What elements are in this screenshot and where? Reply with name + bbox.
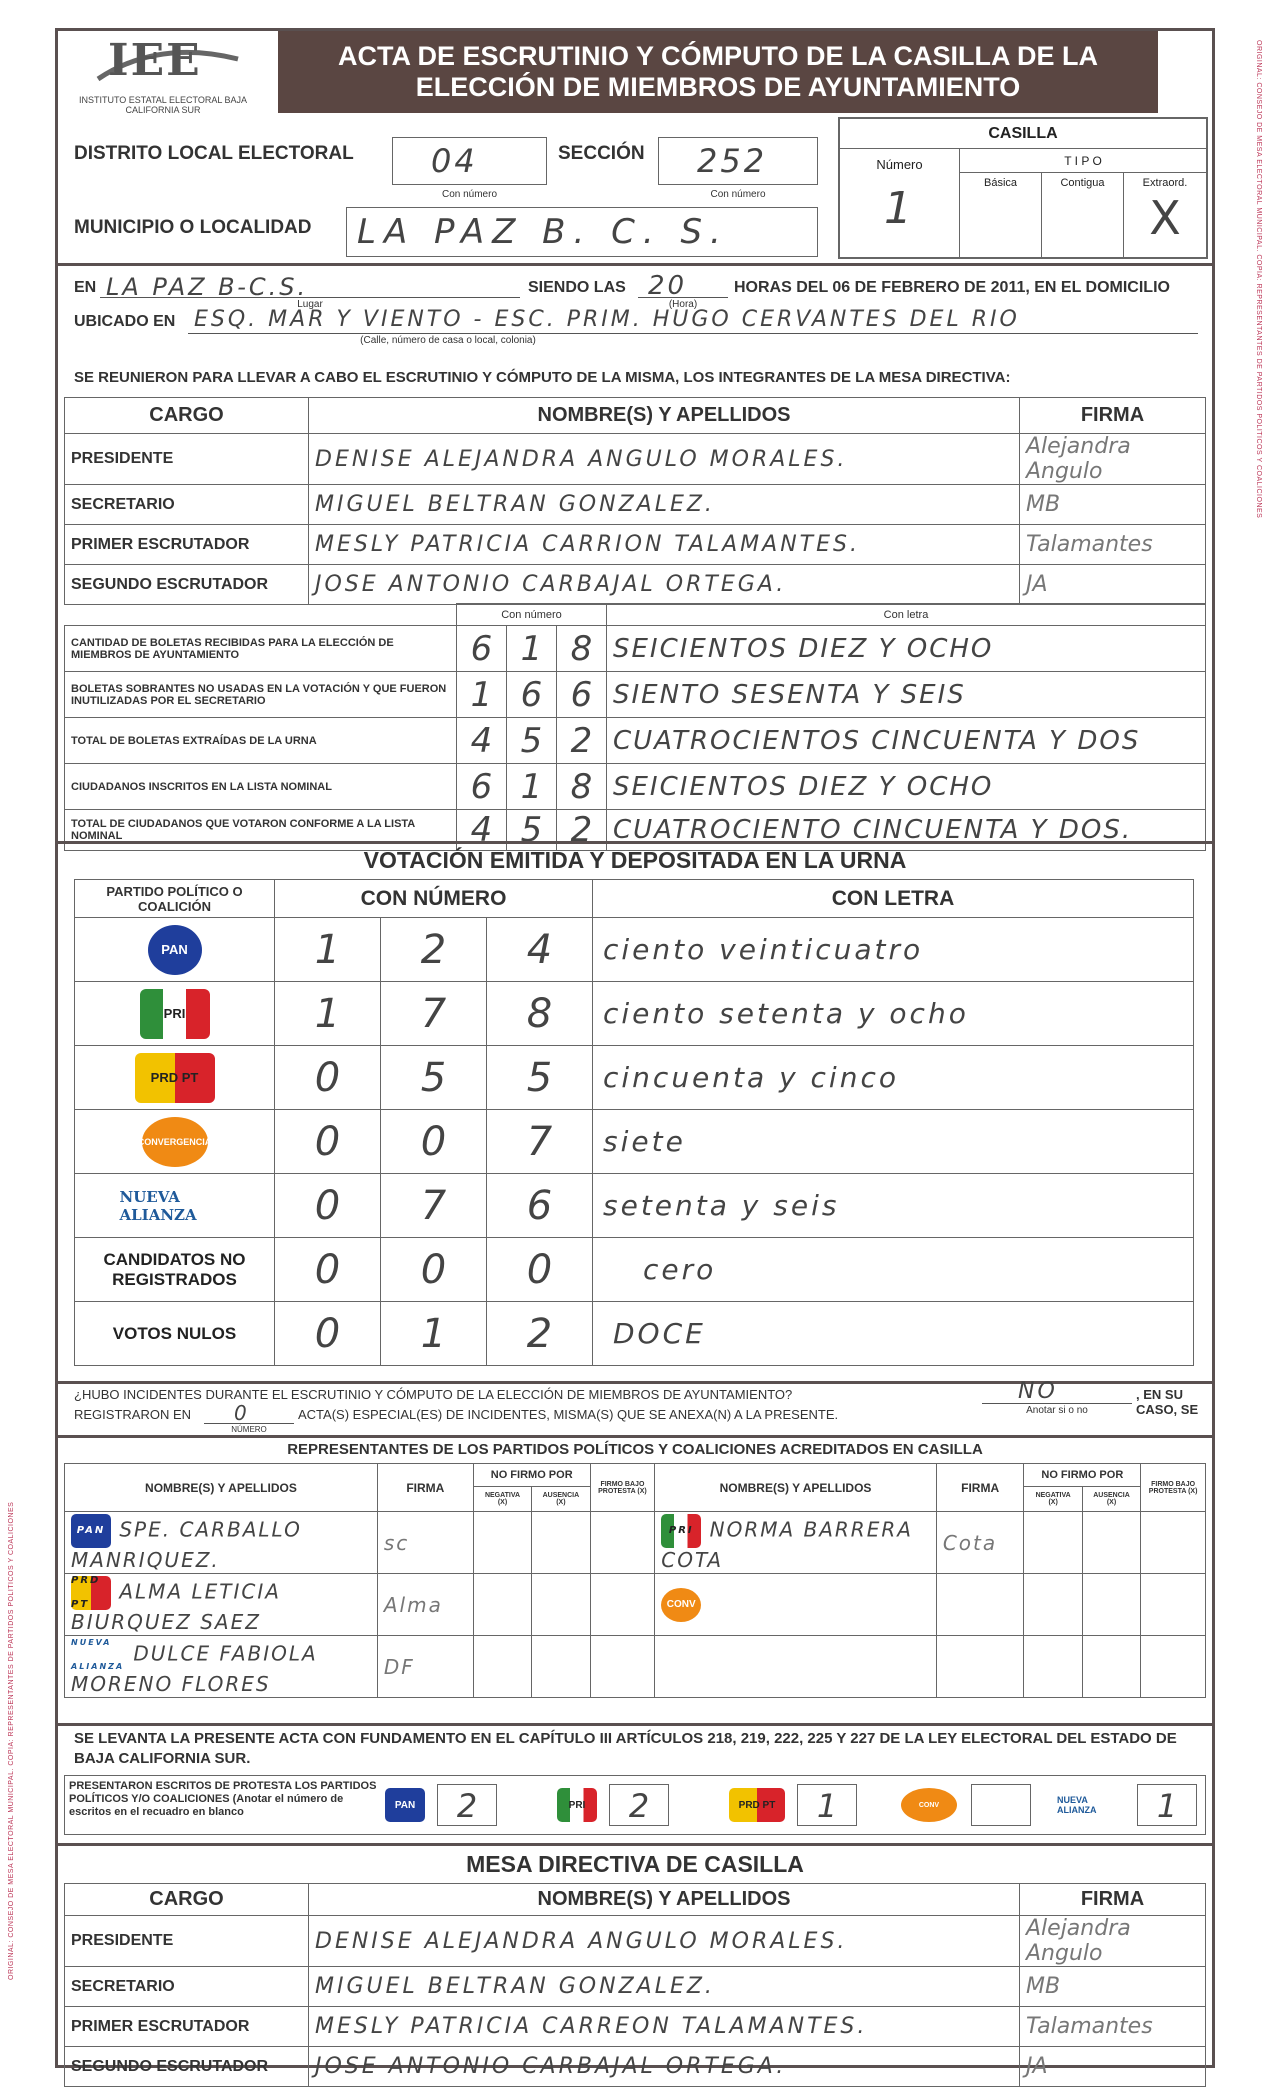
distrito-value: 04: [431, 142, 478, 180]
rep-nombre-cell[interactable]: [655, 1636, 937, 1698]
incidentes-answer-hint: Anotar si o no: [1026, 1405, 1088, 1416]
rep-negativa-cell[interactable]: [1024, 1512, 1082, 1574]
boletas-row: [65, 718, 1206, 764]
letra-cell[interactable]: siete: [593, 1110, 1194, 1174]
rep-ausencia-cell[interactable]: [532, 1636, 590, 1698]
protesta-box: [64, 1775, 1206, 1835]
mesa-directiva-table: [64, 397, 1206, 605]
mesa-row: [65, 525, 1206, 565]
distrito-label: DISTRITO LOCAL ELECTORAL: [74, 143, 354, 164]
municipio-label: MUNICIPIO O LOCALIDAD: [74, 217, 312, 238]
domicilio-hint: (Calle, número de casa o local, colonia): [360, 335, 536, 346]
rep-col-protesta-left: FIRMO BAJO PROTESTA (X): [590, 1464, 655, 1512]
cargo-cell: SEGUNDO ESCRUTADOR: [65, 565, 309, 605]
tipo-extraord-label: Extraord.: [1142, 177, 1188, 189]
letra-cell[interactable]: CUATROCIENTO CINCUENTA Y DOS.: [607, 810, 1206, 851]
nombre-cell[interactable]: DENISE ALEJANDRA ANGULO MORALES.: [309, 1916, 1020, 1967]
municipio-value: LA PAZ B. C. S.: [357, 212, 729, 252]
registraron-hint: NÚMERO: [231, 1425, 267, 1434]
logo-subtitle: INSTITUTO ESTATAL ELECTORAL BAJA CALIFORNIA SUR: [78, 95, 248, 115]
digit-cell[interactable]: 0: [275, 1046, 381, 1110]
en-label: EN: [74, 279, 97, 296]
logo-mark: IEE: [108, 35, 202, 86]
rep-col-nofirmo-right: NO FIRMO POR: [1024, 1464, 1141, 1487]
rep-col-nombre-left: NOMBRE(S) Y APELLIDOS: [65, 1464, 378, 1512]
horas-text: HORAS DEL 06 DE FEBRERO DE 2011, EN EL DOMICILIO: [734, 279, 1170, 296]
numero-cell[interactable]: [840, 149, 960, 257]
digit-cell[interactable]: 5: [507, 718, 557, 764]
rep-nombre-cell[interactable]: [655, 1512, 937, 1574]
mesa-directiva-2-table: [64, 1883, 1206, 2087]
lugar-hint: Lugar: [297, 299, 323, 310]
rep-col-firma-right: FIRMA: [936, 1464, 1024, 1512]
incidentes-answer[interactable]: NO: [1018, 1379, 1058, 1404]
mesa-row: [65, 1916, 1206, 1967]
digit-cell[interactable]: 0: [487, 1238, 593, 1302]
nueva-alianza-protesta-icon: NUEVA ALIANZA: [1057, 1788, 1127, 1822]
distrito-field[interactable]: [392, 137, 547, 185]
seccion-field[interactable]: [658, 137, 818, 185]
mesa-row: [65, 2047, 1206, 2087]
siendo-label: SIENDO LAS: [528, 279, 626, 296]
rep-protesta-cell[interactable]: [1141, 1512, 1206, 1574]
party-cell: VOTOS NULOS: [75, 1302, 275, 1366]
title-band: [278, 31, 1158, 113]
protesta-pan-box[interactable]: 2: [437, 1784, 497, 1826]
convergencia-mini-icon: CONV: [661, 1588, 701, 1622]
tipo-basica-label: Básica: [983, 177, 1018, 189]
letra-cell[interactable]: DOCE: [593, 1302, 1194, 1366]
firma-cell[interactable]: Talamantes: [1020, 525, 1206, 565]
prd-pt-logo-icon: PRD PT: [135, 1053, 215, 1103]
rep-ausencia-cell[interactable]: [1082, 1574, 1140, 1636]
hora-hint: (Hora): [668, 299, 698, 310]
pri-protesta-icon: PRI: [557, 1788, 597, 1822]
cargo-cell: SECRETARIO: [65, 485, 309, 525]
cargo-cell: PRESIDENTE: [65, 434, 309, 485]
votacion-row: [75, 1046, 1194, 1110]
party-cell: CANDIDATOS NO REGISTRADOS: [75, 1238, 275, 1302]
party-cell: [75, 1174, 275, 1238]
distrito-hint: Con número: [441, 189, 498, 200]
lugar-value: LA PAZ B-C.S.: [106, 273, 309, 301]
firma-cell[interactable]: Alejandra Angulo: [1020, 434, 1206, 485]
rep-nombre-cell[interactable]: [65, 1512, 378, 1574]
rep-col-nombre-right: NOMBRE(S) Y APELLIDOS: [655, 1464, 937, 1512]
boletas-row: [65, 810, 1206, 851]
digit-cell[interactable]: 1: [275, 918, 381, 982]
digit-cell[interactable]: 0: [381, 1110, 487, 1174]
rep-negativa-cell[interactable]: [473, 1574, 531, 1636]
margin-note-right: ORIGINAL: CONSEJO DE MESA ELECTORAL MUNICIPAL. COPIA: REPRESENTANTES DE PARTIDOS POLITICOS Y COALICIONES: [1255, 40, 1262, 519]
votacion-table: [74, 879, 1194, 1366]
seccion-hint: Con número: [710, 189, 766, 200]
title-line-1: ACTA DE ESCRUTINIO Y CÓMPUTO DE LA CASILLA DE LA: [337, 41, 1099, 71]
rep-nombre-cell[interactable]: [65, 1574, 378, 1636]
nueva-alianza-logo-icon: NUEVA ALIANZA: [120, 1181, 230, 1231]
protesta-na-box[interactable]: 1: [1137, 1784, 1197, 1826]
prd-pt-mini-icon: PRD PT: [71, 1576, 111, 1610]
protesta-label: PRESENTARON ESCRITOS DE PROTESTA LOS PARTIDOS POLÍTICOS Y/O COALICIONES (Anotar el número de escritos en el recuadro en blanco: [69, 1780, 377, 1818]
boletas-col-letra: Con letra: [607, 604, 1206, 626]
digit-cell[interactable]: 8: [487, 982, 593, 1046]
domicilio-value: ESQ. MAR Y VIENTO - ESC. PRIM. HUGO CERVANTES DEL RIO: [194, 307, 1020, 332]
tipo-extraord-cell[interactable]: [1124, 173, 1206, 257]
tipo-basica-cell[interactable]: [960, 173, 1042, 257]
representantes-title: REPRESENTANTES DE LOS PARTIDOS POLÍTICOS Y COALICIONES ACREDITADOS EN CASILLA: [287, 1441, 983, 1458]
digit-cell[interactable]: 2: [381, 918, 487, 982]
digit-cell[interactable]: 8: [557, 764, 607, 810]
digit-cell[interactable]: 5: [381, 1046, 487, 1110]
letra-cell[interactable]: SIENTO SESENTA Y SEIS: [607, 672, 1206, 718]
rep-negativa-cell[interactable]: [1024, 1574, 1082, 1636]
tipo-extraord-mark: X: [1149, 191, 1181, 245]
rep-col-ausencia-left: AUSENCIA (X): [532, 1486, 590, 1511]
digit-cell[interactable]: 6: [457, 626, 507, 672]
letra-cell[interactable]: ciento veinticuatro: [593, 918, 1194, 982]
col-partido: PARTIDO POLÍTICO O COALICIÓN: [75, 880, 275, 918]
letra-cell[interactable]: cincuenta y cinco: [593, 1046, 1194, 1110]
digit-cell[interactable]: 1: [507, 764, 557, 810]
col-con-numero: CON NÚMERO: [275, 880, 593, 918]
digit-cell[interactable]: 0: [381, 1238, 487, 1302]
letra-cell[interactable]: SEICIENTOS DIEZ Y OCHO: [607, 764, 1206, 810]
casilla-label: CASILLA: [840, 119, 1206, 149]
numero-label: Número: [876, 157, 923, 172]
municipio-field[interactable]: [346, 207, 818, 257]
protesta-pri-box[interactable]: 2: [609, 1784, 669, 1826]
rep-firma-cell[interactable]: Alma: [377, 1574, 473, 1636]
rep-nombre: NORMA BARRERA COTA: [661, 1517, 913, 1572]
rep-firma-cell[interactable]: sc: [377, 1512, 473, 1574]
party-cell: [75, 982, 275, 1046]
letra-cell[interactable]: SEICIENTOS DIEZ Y OCHO: [607, 626, 1206, 672]
letra-cell[interactable]: setenta y seis: [593, 1174, 1194, 1238]
votacion-title: VOTACIÓN EMITIDA Y DEPOSITADA EN LA URNA: [363, 847, 907, 873]
votacion-row: [75, 1238, 1194, 1302]
reunion-text: SE REUNIERON PARA LLEVAR A CABO EL ESCRUTINIO Y CÓMPUTO DE LA MISMA, LOS INTEGRANTES DE LA MESA DIRECTIVA:: [74, 369, 1011, 386]
nombre-cell[interactable]: MIGUEL BELTRAN GONZALEZ.: [309, 1967, 1020, 2007]
votacion-row: [75, 1174, 1194, 1238]
col-cargo: CARGO: [65, 1884, 309, 1916]
pri-mini-icon: PRI: [661, 1514, 701, 1548]
fundamento-text: SE LEVANTA LA PRESENTE ACTA CON FUNDAMENTO EN EL CAPÍTULO III ARTÍCULOS 218, 219, 222, 225 Y 227 DE LA LEY ELECTORAL DEL ESTADO DE BAJA CALIFORNIA SUR.: [74, 1730, 1177, 1767]
rep-protesta-cell[interactable]: [590, 1636, 655, 1698]
mesa2-title: MESA DIRECTIVA DE CASILLA: [466, 1851, 804, 1877]
protesta-conv-box[interactable]: [971, 1784, 1031, 1826]
digit-cell[interactable]: 4: [457, 810, 507, 851]
incidentes-tail: , EN SU CASO, SE: [1136, 1387, 1199, 1417]
digit-cell[interactable]: 5: [507, 810, 557, 851]
rep-protesta-cell[interactable]: [590, 1574, 655, 1636]
boletas-table: [64, 603, 1206, 851]
col-nombre: NOMBRE(S) Y APELLIDOS: [309, 398, 1020, 434]
hora-value: 20: [648, 271, 688, 301]
digit-cell[interactable]: 7: [487, 1110, 593, 1174]
mesa-row: [65, 1967, 1206, 2007]
tipo-contigua-cell[interactable]: [1042, 173, 1124, 257]
col-cargo: CARGO: [65, 398, 309, 434]
nombre-cell[interactable]: JOSE ANTONIO CARBAJAL ORTEGA.: [309, 2047, 1020, 2087]
protesta-prdpt-box[interactable]: 1: [797, 1784, 857, 1826]
nombre-cell[interactable]: MIGUEL BELTRAN GONZALEZ.: [309, 485, 1020, 525]
rep-firma-cell[interactable]: DF: [377, 1636, 473, 1698]
cargo-cell: SECRETARIO: [65, 1967, 309, 2007]
boletas-row: [65, 672, 1206, 718]
boletas-row: [65, 764, 1206, 810]
col-nombre: NOMBRE(S) Y APELLIDOS: [309, 1884, 1020, 1916]
digit-cell[interactable]: 2: [487, 1302, 593, 1366]
digit-cell[interactable]: 1: [275, 982, 381, 1046]
representantes-table: [64, 1463, 1206, 1698]
ubicado-label: UBICADO EN: [74, 313, 176, 330]
cargo-cell: SEGUNDO ESCRUTADOR: [65, 2047, 309, 2087]
firma-cell[interactable]: MB: [1020, 1967, 1206, 2007]
col-con-letra: CON LETRA: [593, 880, 1194, 918]
convergencia-protesta-icon: CONV: [901, 1788, 957, 1822]
letra-cell[interactable]: cero: [593, 1238, 1194, 1302]
nueva-alianza-mini-icon: NUEVA ALIANZA: [71, 1637, 125, 1671]
rep-firma-cell[interactable]: [936, 1574, 1024, 1636]
boletas-col-numero: Con número: [457, 604, 607, 626]
rep-row: [65, 1574, 1206, 1636]
tipo-contigua-label: Contigua: [1060, 177, 1105, 189]
votacion-row: [75, 918, 1194, 982]
rep-protesta-cell[interactable]: [590, 1512, 655, 1574]
rep-protesta-cell[interactable]: [1141, 1574, 1206, 1636]
digit-cell[interactable]: 0: [275, 1302, 381, 1366]
votacion-row: [75, 982, 1194, 1046]
nombre-cell[interactable]: JOSE ANTONIO CARBAJAL ORTEGA.: [309, 565, 1020, 605]
mesa-row: [65, 565, 1206, 605]
rep-col-firma-left: FIRMA: [377, 1464, 473, 1512]
firma-cell[interactable]: Alejandra Angulo: [1020, 1916, 1206, 1967]
rep-firma-cell[interactable]: Cota: [936, 1512, 1024, 1574]
pan-protesta-icon: PAN: [385, 1788, 425, 1822]
rep-ausencia-cell[interactable]: [1082, 1636, 1140, 1698]
votacion-row: [75, 1302, 1194, 1366]
casilla-box: [838, 117, 1208, 259]
nombre-cell[interactable]: MESLY PATRICIA CARREON TALAMANTES.: [309, 2007, 1020, 2047]
registraron-label: REGISTRARON EN: [74, 1407, 192, 1422]
firma-cell[interactable]: MB: [1020, 485, 1206, 525]
rep-negativa-cell[interactable]: [1024, 1636, 1082, 1698]
rep-ausencia-cell[interactable]: [532, 1574, 590, 1636]
pri-coalition-logo-icon: PRI: [140, 989, 210, 1039]
col-firma: FIRMA: [1020, 398, 1206, 434]
incidentes-question: ¿HUBO INCIDENTES DURANTE EL ESCRUTINIO Y CÓMPUTO DE LA ELECCIÓN DE MIEMBROS DE AYUNTAMIENTO?: [74, 1387, 793, 1402]
margin-note-left: ORIGINAL: CONSEJO DE MESA ELECTORAL MUNICIPAL. COPIA: REPRESENTANTES DE PARTIDOS POLITICOS Y COALICIONES: [8, 1501, 15, 1980]
seccion-value: 252: [697, 142, 768, 180]
registraron-tail: ACTA(S) ESPECIAL(ES) DE INCIDENTES, MISMA(S) QUE SE ANEXA(N) A LA PRESENTE.: [298, 1407, 839, 1422]
digit-cell[interactable]: 4: [457, 718, 507, 764]
rep-nombre-cell[interactable]: [655, 1574, 937, 1636]
rep-ausencia-cell[interactable]: [1082, 1512, 1140, 1574]
mesa-row: [65, 434, 1206, 485]
rep-firma-cell[interactable]: [936, 1636, 1024, 1698]
rep-protesta-cell[interactable]: [1141, 1636, 1206, 1698]
iee-logo: [78, 35, 248, 119]
boletas-label: TOTAL DE CIUDADANOS QUE VOTARON CONFORME A LA LISTA NOMINAL: [65, 810, 457, 851]
boletas-label: CANTIDAD DE BOLETAS RECIBIDAS PARA LA ELECCIÓN DE MIEMBROS DE AYUNTAMIENTO: [65, 626, 457, 672]
digit-cell[interactable]: 7: [381, 982, 487, 1046]
prd-pt-protesta-icon: PRD PT: [729, 1788, 785, 1822]
rep-negativa-cell[interactable]: [473, 1512, 531, 1574]
mesa-row: [65, 2007, 1206, 2047]
digit-cell[interactable]: 1: [457, 672, 507, 718]
col-firma: FIRMA: [1020, 1884, 1206, 1916]
cargo-cell: PRIMER ESCRUTADOR: [65, 525, 309, 565]
firma-cell[interactable]: JA: [1020, 565, 1206, 605]
digit-cell[interactable]: 5: [487, 1046, 593, 1110]
rep-nombre-cell[interactable]: [65, 1636, 378, 1698]
digit-cell[interactable]: 7: [381, 1174, 487, 1238]
title-line-2: ELECCIÓN DE MIEMBROS DE AYUNTAMIENTO: [415, 72, 1021, 102]
digit-cell[interactable]: 6: [507, 672, 557, 718]
nombre-cell[interactable]: DENISE ALEJANDRA ANGULO MORALES.: [309, 434, 1020, 485]
acta-page: [55, 28, 1215, 2079]
rep-col-negativa-right: NEGATIVA (X): [1024, 1486, 1082, 1511]
numero-value: 1: [884, 183, 915, 234]
digit-cell[interactable]: 8: [557, 626, 607, 672]
letra-cell[interactable]: ciento setenta y ocho: [593, 982, 1194, 1046]
convergencia-logo-icon: CONVERGENCIA: [142, 1117, 208, 1167]
firma-cell[interactable]: Talamantes: [1020, 2007, 1206, 2047]
rep-row: [65, 1512, 1206, 1574]
digit-cell[interactable]: 1: [381, 1302, 487, 1366]
digit-cell[interactable]: 4: [487, 918, 593, 982]
rep-row: [65, 1636, 1206, 1698]
digit-cell[interactable]: 0: [275, 1174, 381, 1238]
rep-nombre: ALMA LETICIA BIURQUEZ SAEZ: [71, 1579, 281, 1634]
pan-mini-icon: PAN: [71, 1514, 111, 1548]
tipo-label: T I P O: [960, 149, 1206, 173]
boletas-label: CIUDADANOS INSCRITOS EN LA LISTA NOMINAL: [65, 764, 457, 810]
mesa-row: [65, 485, 1206, 525]
votacion-row: [75, 1110, 1194, 1174]
nombre-cell[interactable]: MESLY PATRICIA CARRION TALAMANTES.: [309, 525, 1020, 565]
digit-cell[interactable]: 6: [457, 764, 507, 810]
seccion-label: SECCIÓN: [558, 143, 645, 164]
digit-cell[interactable]: 6: [487, 1174, 593, 1238]
cargo-cell: PRESIDENTE: [65, 1916, 309, 1967]
party-cell: [75, 1046, 275, 1110]
digit-cell[interactable]: 0: [275, 1238, 381, 1302]
letra-cell[interactable]: CUATROCIENTOS CINCUENTA Y DOS: [607, 718, 1206, 764]
pan-logo-icon: PAN: [148, 925, 202, 975]
party-cell: [75, 918, 275, 982]
rep-col-negativa-left: NEGATIVA (X): [473, 1486, 531, 1511]
firma-cell[interactable]: JA: [1020, 2047, 1206, 2087]
digit-cell[interactable]: 2: [557, 810, 607, 851]
digit-cell[interactable]: 2: [557, 718, 607, 764]
boletas-label: BOLETAS SOBRANTES NO USADAS EN LA VOTACIÓN Y QUE FUERON INUTILIZADAS POR EL SECRETARIO: [65, 672, 457, 718]
party-cell: [75, 1110, 275, 1174]
rep-ausencia-cell[interactable]: [532, 1512, 590, 1574]
rep-col-ausencia-right: AUSENCIA (X): [1082, 1486, 1140, 1511]
rep-col-nofirmo-left: NO FIRMO POR: [473, 1464, 590, 1487]
digit-cell[interactable]: 1: [507, 626, 557, 672]
rep-col-protesta-right: FIRMO BAJO PROTESTA (X): [1141, 1464, 1206, 1512]
rep-nombre: DULCE FABIOLA MORENO FLORES: [71, 1641, 318, 1696]
digit-cell[interactable]: 6: [557, 672, 607, 718]
rep-negativa-cell[interactable]: [473, 1636, 531, 1698]
rep-nombre: SPE. CARBALLO MANRIQUEZ.: [71, 1517, 302, 1572]
cargo-cell: PRIMER ESCRUTADOR: [65, 2007, 309, 2047]
registraron-value[interactable]: 0: [234, 1401, 250, 1425]
digit-cell[interactable]: 0: [275, 1110, 381, 1174]
boletas-label: TOTAL DE BOLETAS EXTRAÍDAS DE LA URNA: [65, 718, 457, 764]
boletas-row: [65, 626, 1206, 672]
